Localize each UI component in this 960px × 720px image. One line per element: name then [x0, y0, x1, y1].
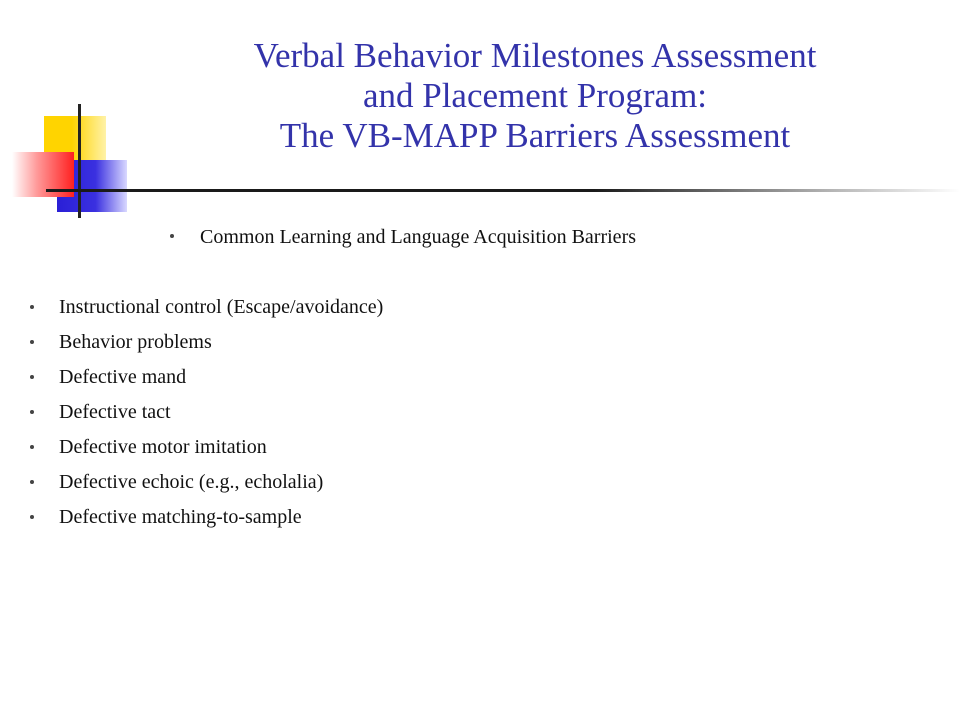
list-item-text: Defective tact [59, 401, 171, 423]
bullet-dot-icon [30, 375, 34, 379]
slide-decoration [0, 0, 160, 230]
bullet-dot-icon [30, 515, 34, 519]
title-line-3: The VB-MAPP Barriers Assessment [279, 116, 791, 155]
title-line-2: and Placement Program: [362, 76, 708, 115]
list-item-text: Defective mand [59, 366, 187, 388]
title-line-1: Verbal Behavior Milestones Assessment [253, 36, 817, 75]
list-item [30, 362, 383, 397]
list-item-text: Defective echoic (e.g., echolalia) [59, 471, 324, 493]
vertical-rule [78, 104, 81, 218]
bullet-dot-icon [30, 410, 34, 414]
list-item [30, 467, 383, 502]
subtitle-text: Common Learning and Language Acquisition Barriers [200, 226, 637, 248]
list-item-text: Behavior problems [59, 331, 212, 353]
bullet-dot-icon [30, 305, 34, 309]
subtitle [170, 226, 636, 249]
list-item-text: Defective motor imitation [59, 436, 267, 458]
list-item [30, 292, 383, 327]
barrier-list [30, 292, 383, 537]
title-underline-rule [46, 189, 960, 192]
bullet-dot-icon [30, 340, 34, 344]
list-item [30, 432, 383, 467]
slide-title [150, 36, 920, 156]
list-item-text: Defective matching-to-sample [59, 506, 302, 528]
bullet-dot-icon [30, 445, 34, 449]
bullet-dot-icon [30, 480, 34, 484]
list-item [30, 502, 383, 537]
list-item [30, 397, 383, 432]
bullet-dot-icon [170, 234, 174, 238]
list-item [30, 327, 383, 362]
list-item-text: Instructional control (Escape/avoidance) [59, 296, 384, 318]
